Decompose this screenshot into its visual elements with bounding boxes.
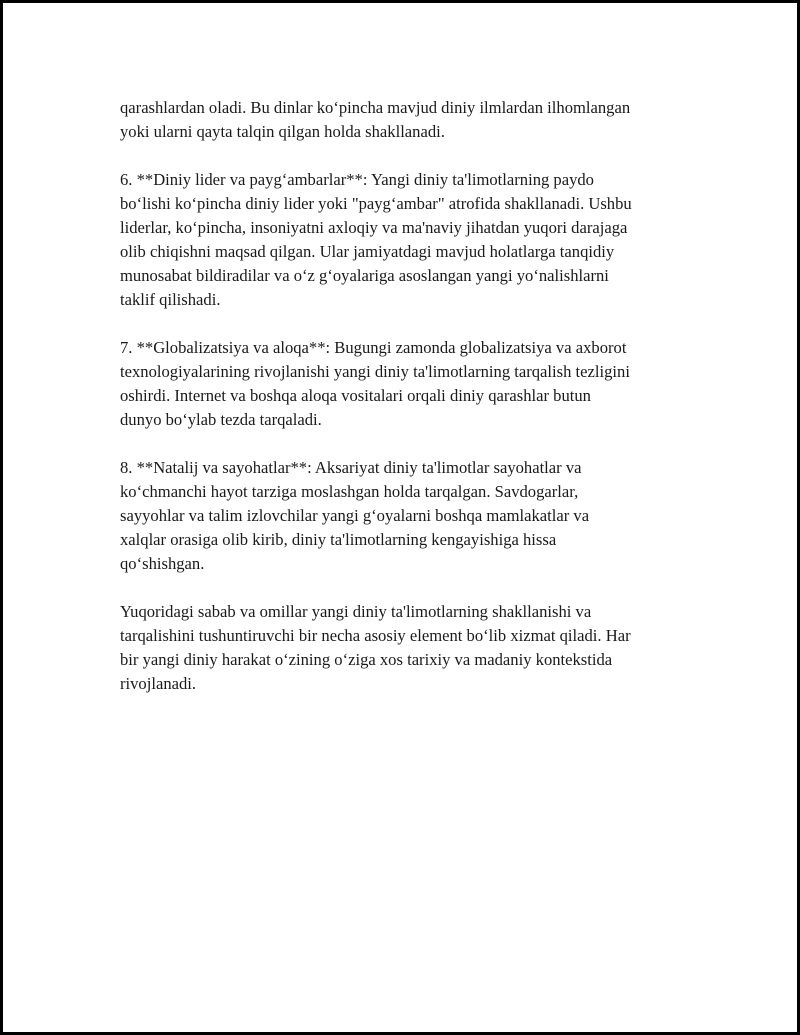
paragraph-item-8: [120, 456, 700, 576]
text-line: munosabat bildiradilar va o‘z g‘oyalariga asoslangan yangi yo‘nalishlarni: [120, 266, 609, 285]
text-line: ko‘chmanchi hayot tarziga moslashgan holda tarqalgan. Savdogarlar,: [120, 482, 579, 501]
text-line: oshirdi. Internet va boshqa aloqa vositalari orqali diniy qarashlar butun: [120, 386, 591, 405]
text-line: texnologiyalarining rivojlanishi yangi diniy ta'limotlarning tarqalish tezligini: [120, 362, 630, 381]
text-line: liderlar, ko‘pincha, insoniyatni axloqiy va ma'naviy jihatdan yuqori darajaga: [120, 218, 628, 237]
document-body: [120, 96, 700, 720]
text-line: 8. **Natalij va sayohatlar**: Aksariyat diniy ta'limotlar sayohatlar va: [120, 458, 582, 477]
text-line: rivojlanadi.: [120, 674, 197, 693]
paragraph-item-7: [120, 336, 700, 432]
text-line: 6. **Diniy lider va payg‘ambarlar**: Yangi diniy ta'limotlarning paydo: [120, 170, 594, 189]
text-line: sayyohlar va talim izlovchilar yangi g‘oyalarni boshqa mamlakatlar va: [120, 506, 590, 525]
text-line: xalqlar orasiga olib kirib, diniy ta'limotlarning kengayishiga hissa: [120, 530, 557, 549]
text-line: olib chiqishni maqsad qilgan. Ular jamiyatdagi mavjud holatlarga tanqidiy: [120, 242, 615, 261]
paragraph-conclusion: [120, 600, 700, 696]
text-line: bo‘lishi ko‘pincha diniy lider yoki "payg‘ambar" atrofida shakllanadi. Ushbu: [120, 194, 632, 213]
text-line: Yuqoridagi sabab va omillar yangi diniy ta'limotlarning shakllanishi va: [120, 602, 592, 621]
text-line: dunyo bo‘ylab tezda tarqaladi.: [120, 410, 322, 429]
text-line: yoki ularni qayta talqin qilgan holda shakllanadi.: [120, 122, 445, 141]
text-line: 7. **Globalizatsiya va aloqa**: Bugungi zamonda globalizatsiya va axborot: [120, 338, 627, 357]
text-line: bir yangi diniy harakat o‘zining o‘ziga xos tarixiy va madaniy kontekstida: [120, 650, 613, 669]
text-line: qarashlardan oladi. Bu dinlar ko‘pincha mavjud diniy ilmlardan ilhomlangan: [120, 98, 631, 117]
text-line: taklif qilishadi.: [120, 290, 221, 309]
text-line: qo‘shishgan.: [120, 554, 205, 573]
text-line: tarqalishini tushuntiruvchi bir necha asosiy element bo‘lib xizmat qiladi. Har: [120, 626, 631, 645]
paragraph-continuation: [120, 96, 700, 144]
paragraph-item-6: [120, 168, 700, 312]
